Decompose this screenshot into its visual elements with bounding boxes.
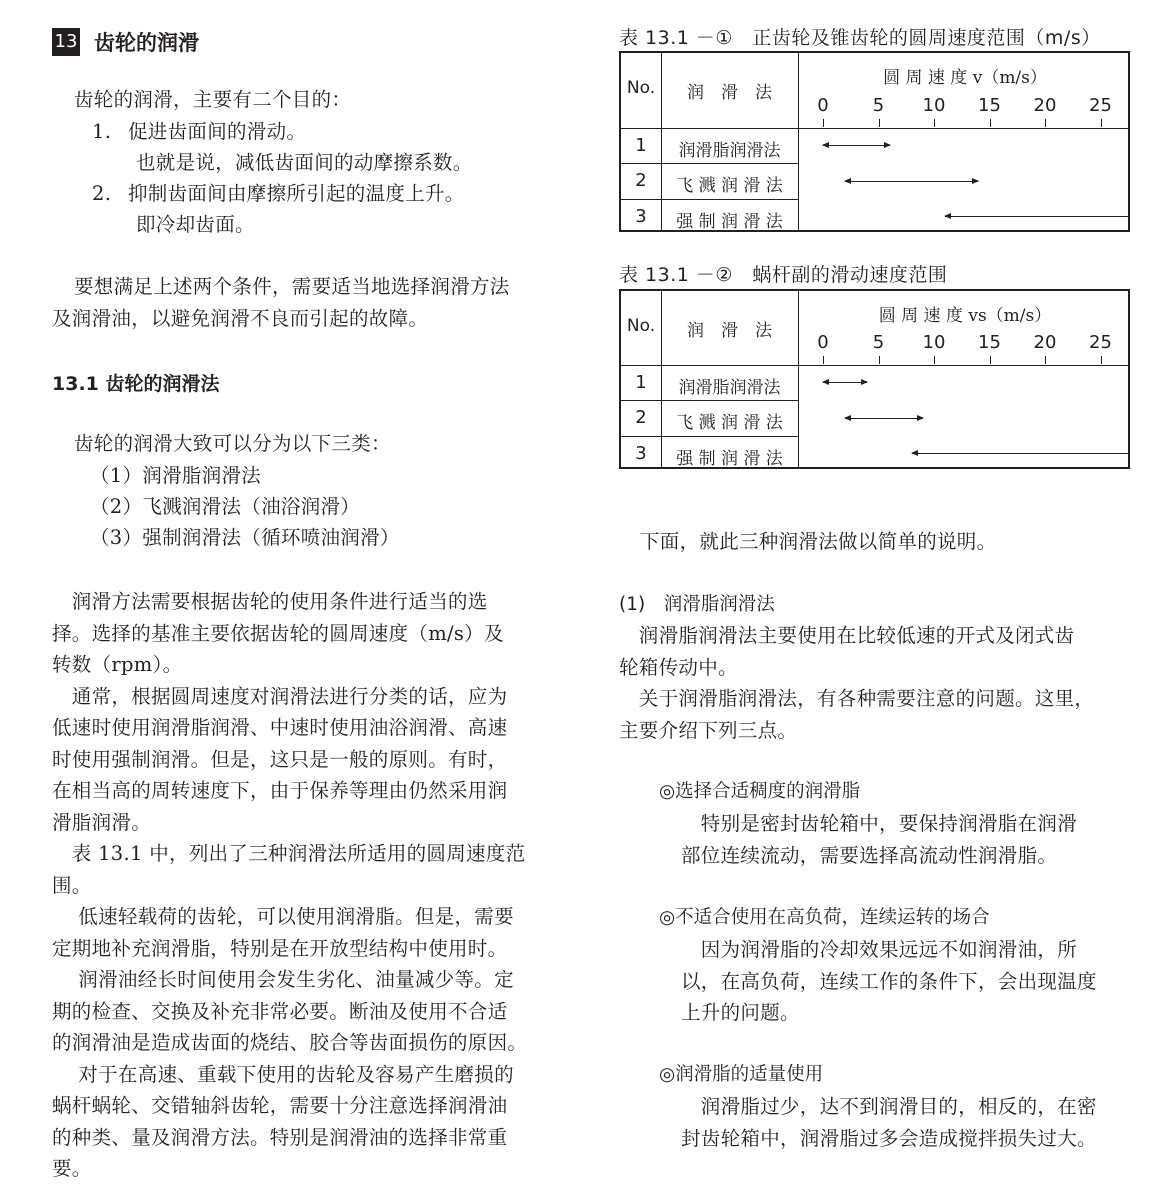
table-divider [621,163,798,164]
paragraph-line: 润滑方法需要根据齿轮的使用条件进行适当的选 [52,590,488,613]
table-divider [621,400,798,401]
paragraph-line: 及润滑油，以避免润滑不良而引起的故障。 [52,307,429,330]
purpose-2-num: 2. [92,182,112,205]
axis-tick [934,119,935,127]
point-title: ◎不适合使用在高负荷，连续运转的场合 [659,907,990,928]
subsection-intro: 齿轮的润滑大致可以分为以下三类： [74,432,391,455]
arrowhead-right-icon [917,415,924,421]
axis-tick-label: 15 [978,94,1001,116]
paragraph-line: 润滑脂润滑法主要使用在比较低速的开式及闭式齿 [619,624,1075,647]
axis-tick-label: 5 [872,94,885,116]
row-method: 强 制 润 滑 法 [676,211,783,232]
header-speed: 圆 周 速 度 v（m/s） [883,68,1047,88]
row-no: 2 [635,407,647,428]
speed-table-spur-bevel [619,51,1130,232]
axis-tick-label: 25 [1089,94,1112,116]
paragraph-line: 部位连续流动，需要选择高流动性润滑脂。 [681,843,1058,867]
axis-tick-label: 0 [817,331,829,353]
arrowhead-right-icon [972,178,979,184]
speed-range-arrow [945,216,1128,217]
paragraph-line: 时使用强制润滑。但是，这只是一般的原则。有时， [52,747,508,771]
axis-tick [879,356,880,364]
speed-range-arrow [845,418,923,419]
axis-tick-label: 20 [1033,94,1057,116]
axis-tick-label: 20 [1033,331,1057,353]
grease-section-title: (1) 润滑脂润滑法 [619,594,775,615]
paragraph-line: 润滑脂过少，达不到润滑目的，相反的，在密 [681,1095,1097,1118]
section-title: 齿轮的润滑 [94,31,199,55]
row-no: 3 [635,205,647,227]
lubrication-type-1: （1）润滑脂润滑法 [90,464,262,487]
table-1-caption: 表 13.1 －① 正齿轮及锥齿轮的圆周速度范围（m/s） [619,27,1101,49]
row-no: 2 [635,170,647,191]
row-method: 润滑脂润滑法 [678,140,781,161]
arrowhead-left-icon [844,178,851,184]
arrowhead-left-icon [822,379,829,385]
row-no: 1 [635,134,647,156]
paragraph-line: 低速时使用润滑脂润滑、中速时使用油浴润滑、高速 [52,716,508,739]
paragraph-line: 低速轻载荷的齿轮，可以使用润滑脂。但是，需要 [52,905,514,928]
subsection-title: 13.1 齿轮的润滑法 [52,373,220,395]
axis-tick [990,119,991,127]
paragraph-line: 特别是密封齿轮箱中，要保持润滑脂在润滑 [681,812,1078,835]
axis-tick [1101,119,1102,127]
arrowhead-left-icon [944,213,951,219]
point-title: ◎润滑脂的适量使用 [659,1064,824,1085]
purpose-1-detail: 也就是说，减低齿面间的动摩擦系数。 [136,151,473,174]
paragraph-line: 通常，根据圆周速度对润滑法进行分类的话，应为 [52,684,508,708]
axis-tick [990,356,991,364]
paragraph-line: 要。 [52,1157,92,1180]
paragraph-line: 关于润滑脂润滑法，有各种需要注意的问题。这里， [619,687,1095,710]
row-no: 3 [635,442,647,464]
section-intro: 齿轮的润滑，主要有二个目的： [74,88,352,111]
lead-sentence: 下面，就此三种润滑法做以简单的说明。 [640,530,997,553]
axis-tick [1045,356,1046,364]
paragraph-line: 滑脂润滑。 [52,810,152,834]
arrowhead-left-icon [844,415,851,421]
axis-tick [823,356,824,364]
paragraph-line: 围。 [52,873,92,897]
speed-range-arrow [823,382,867,383]
arrowhead-left-icon [822,142,829,148]
axis-tick [823,119,824,127]
purpose-2-text: 抑制齿面间由摩擦所引起的温度上升。 [128,182,465,205]
paragraph-line: 在相当高的周转速度下，由于保养等理由仍然采用润 [52,779,508,802]
paragraph-line: 期的检查、交换及补充非常必要。断油及使用不合适 [52,999,508,1023]
header-method: 润 滑 法 [687,320,772,341]
axis-tick-label: 5 [872,331,885,353]
axis-tick-label: 15 [978,331,1001,353]
row-method: 飞 溅 润 滑 法 [676,176,783,196]
row-method: 强 制 润 滑 法 [676,448,783,469]
axis-tick-label: 25 [1089,331,1112,353]
axis-tick [1101,356,1102,364]
table-2-caption: 表 13.1 －② 蜗杆副的滑动速度范围 [619,264,948,286]
table-divider [621,128,1128,129]
section-number-badge: 13 [52,28,80,56]
table-divider [621,436,798,437]
purpose-1-num: 1. [92,120,112,143]
axis-tick-label: 0 [817,94,829,116]
header-no: No. [626,78,656,99]
header-no: No. [626,315,656,336]
speed-range-arrow [823,145,890,146]
lubrication-type-3: （3）强制润滑法（循环喷油润滑） [90,526,400,549]
axis-tick [934,356,935,364]
point-title: ◎选择合适稠度的润滑脂 [659,781,861,802]
paragraph-line: 因为润滑脂的冷却效果远远不如润滑油，所 [681,938,1078,961]
row-no: 1 [635,371,647,393]
paragraph-line: 的种类、量及润滑方法。特别是润滑油的选择非常重 [52,1125,508,1149]
arrowhead-right-icon [861,379,868,385]
paragraph-line: 要想满足上述两个条件，需要适当地选择润滑方法 [74,275,510,298]
table-divider [621,365,1128,366]
row-method: 飞 溅 润 滑 法 [676,413,783,433]
paragraph-line: 的润滑油是造成齿面的烧结、胶合等齿面损伤的原因。 [52,1031,528,1054]
purpose-1-text: 促进齿面间的滑动。 [128,120,307,143]
header-method: 润 滑 法 [687,83,772,104]
speed-range-arrow [912,453,1128,454]
paragraph-line: 以，在高负荷，连续工作的条件下，会出现温度 [681,969,1097,993]
paragraph-line: 择。选择的基准主要依据齿轮的圆周速度（m/s）及 [52,621,504,645]
purpose-2-detail: 即冷却齿面。 [136,213,255,236]
paragraph-line: 轮箱传动中。 [619,656,738,679]
speed-range-arrow [845,181,978,182]
paragraph-line: 对于在高速、重载下使用的齿轮及容易产生磨损的 [52,1062,514,1086]
paragraph-line: 蜗杆蜗轮、交错轴斜齿轮，需要十分注意选择润滑油 [52,1094,508,1117]
paragraph-line: 转数（rpm）。 [52,653,183,676]
axis-tick [879,119,880,127]
speed-table-worm [619,289,1130,469]
axis-tick-label: 10 [922,331,946,353]
lubrication-type-2: （2）飞溅润滑法（油浴润滑） [90,495,361,518]
arrowhead-right-icon [884,142,891,148]
header-speed: 圆 周 速 度 vs（m/s） [878,306,1052,326]
paragraph-line: 定期地补充润滑脂，特别是在开放型结构中使用时。 [52,936,508,960]
axis-tick [1045,119,1046,127]
paragraph-line: 润滑油经长时间使用会发生劣化、油量减少等。定 [52,968,514,991]
table-divider [621,199,798,200]
axis-tick-label: 10 [922,94,946,116]
row-method: 润滑脂润滑法 [678,377,781,398]
paragraph-line: 上升的问题。 [681,1001,800,1024]
paragraph-line: 主要介绍下列三点。 [619,719,798,742]
paragraph-line: 表 13.1 中，列出了三种润滑法所适用的圆周速度范 [52,842,526,865]
arrowhead-left-icon [911,450,918,456]
paragraph-line: 封齿轮箱中，润滑脂过多会造成搅拌损失过大。 [681,1126,1097,1150]
